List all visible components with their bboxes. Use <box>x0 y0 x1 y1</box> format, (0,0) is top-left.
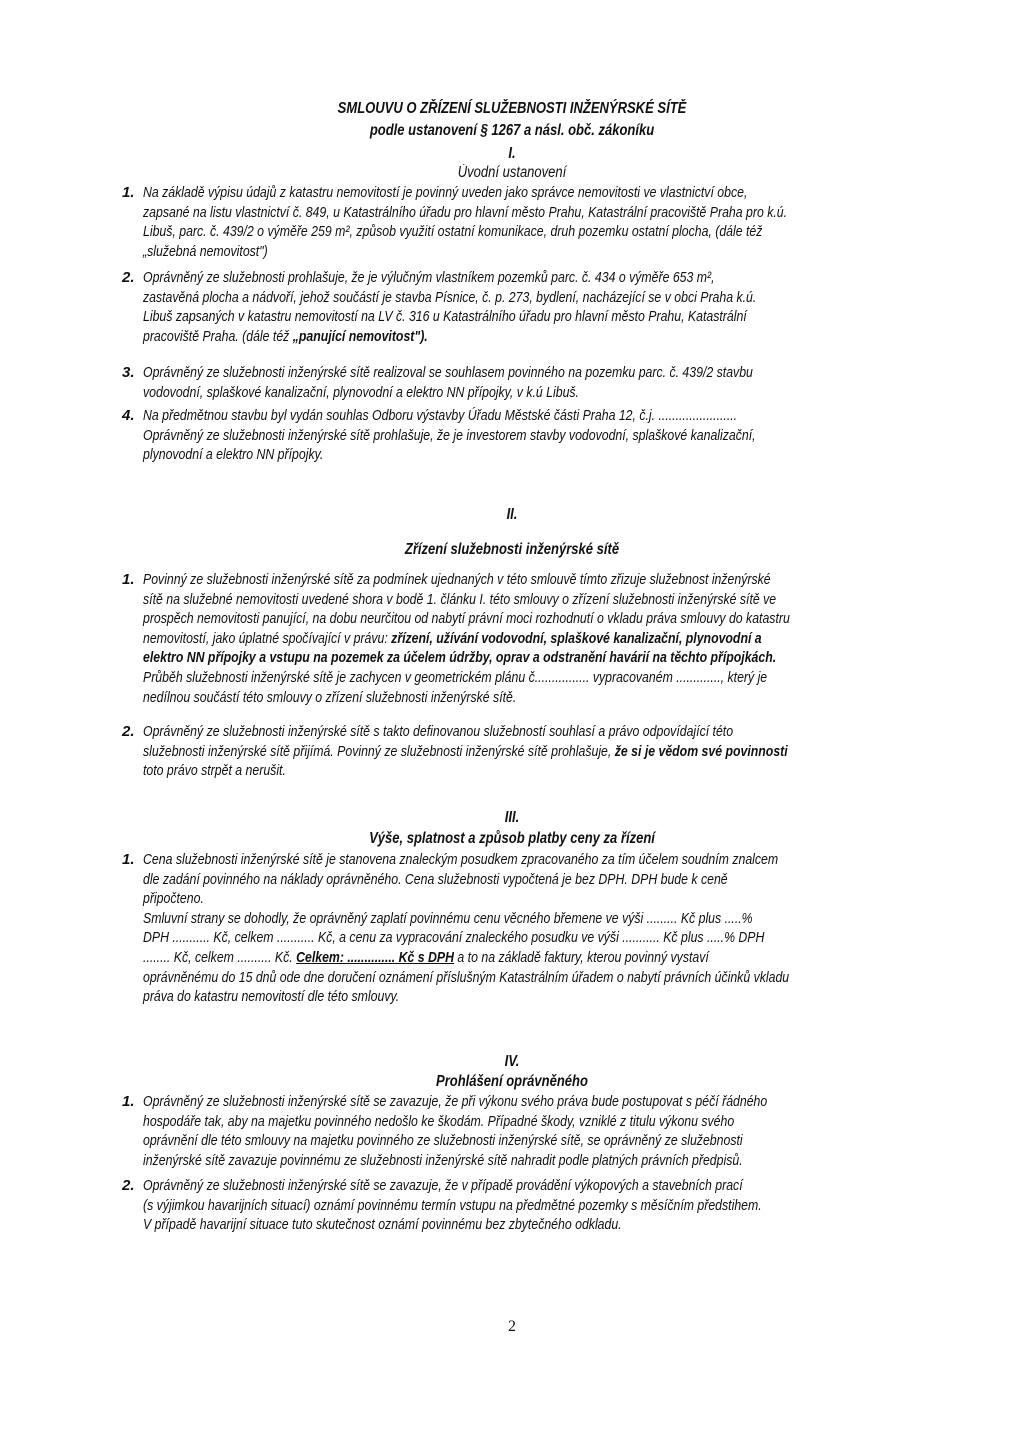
s1-p2-line: Libuš zapsaných v katastru nemovitostí na LV č. 316 u Katastrálního úřadu pro hlavní město Prahu, Katastrální <box>143 308 747 326</box>
s3-p1-line: a to na základě faktury, kterou povinný vystaví <box>454 948 709 966</box>
s4-p1-line: Oprávněný ze služebnosti inženýrské sítě se zavazuje, že při výkonu svého práva bude postupovat s péčí řádného <box>143 1093 768 1110</box>
s2-p2-line: Oprávněný ze služebnosti inženýrské sítě s takto definovanou služebností souhlasí a právo odpovídající této <box>143 723 734 740</box>
s1-p2-line: Oprávněný ze služebnosti prohlašuje, že je výlučným vlastníkem pozemků parc. č. 434 o výměře 653 m², <box>143 269 715 286</box>
s2-p1-bold-term: zřízení, užívání vodovodní, splaškové kanalizační, plynovodní a <box>391 629 762 647</box>
s2-p1-bold-term: elektro NN přípojky a vstupu na pozemek za účelem údržby, oprav a odstranění havárií na těchto přípojkách. <box>143 649 777 667</box>
page-number: 2 <box>508 1318 516 1335</box>
document-subtitle: podle ustanovení § 1267 a násl. obč. zákoníku <box>369 122 655 139</box>
s1-p1-line: „služebná nemovitost") <box>143 242 268 260</box>
s2-p2-text <box>143 722 788 781</box>
s1-p1-number: 1. <box>122 184 135 201</box>
section-3-number: III. <box>504 809 520 826</box>
s1-p2-text <box>143 268 756 346</box>
s1-p3-line: vodovodní, splaškové kanalizační, plynovodní a elektro NN přípojky, v k.ú Libuš. <box>143 383 579 401</box>
s3-p1-line: dle zadání povinného na náklady oprávněného. Cena služebnosti vypočtená je bez DPH. DPH bude k ceně <box>143 870 728 888</box>
section-4-heading: Prohlášení oprávněného <box>436 1073 588 1090</box>
s3-p1-line: DPH ........... Kč, celkem ........... Kč, a cenu za vypracování znaleckého posudku ve výši ........... Kč plus .....% DPH <box>143 929 765 947</box>
s1-p2-line: pracoviště Praha. (dále též <box>143 327 293 345</box>
section-2-number: II. <box>506 506 518 523</box>
s2-p1-text <box>143 570 790 707</box>
s1-p3-line: Oprávněný ze služebnosti inženýrské sítě realizoval se souhlasem povinného na pozemku parc. č. 439/2 stavbu <box>143 364 753 381</box>
s4-p1-number: 1. <box>122 1093 135 1110</box>
s4-p2-line: V případě havarijní situace tuto skutečnost oznámí povinnému bez zbytečného odkladu. <box>143 1216 622 1234</box>
s3-p1-line: Cena služebnosti inženýrské sítě je stanovena znaleckým posudkem zpracovaného za tím účelem soudním znalcem <box>143 851 779 868</box>
s2-p2-line: služebnosti inženýrské sítě přijímá. Povinný ze služebnosti inženýrské sítě prohlašuje, <box>143 742 615 760</box>
s1-p4-line: Oprávněný ze služebnosti inženýrské sítě prohlašuje, že je investorem stavby vodovodní, splaškové kanalizační, <box>143 426 756 444</box>
s4-p1-line: hospodáře tak, aby na majetku povinného nedošlo ke škodám. Případné škody, vzniklé z titulu výkonu svého <box>143 1112 735 1130</box>
s3-p1-number: 1. <box>122 851 135 868</box>
s3-p1-line: práva do katastru nemovitostí dle této smlouvy. <box>143 988 400 1006</box>
s4-p1-text <box>143 1092 767 1170</box>
s4-p1-line: oprávnění dle této smlouvy na majetku povinného ze služebnosti inženýrské sítě, se oprávněný ze služebnosti <box>143 1132 743 1150</box>
s2-p1-line: Povinný ze služebnosti inženýrské sítě za podmínek ujednaných v této smlouvě tímto zřizuje služebnost inženýrské <box>143 571 771 588</box>
s2-p2-line: toto právo strpět a nerušit. <box>143 762 286 780</box>
s3-p1-line: Smluvní strany se dohodly, že oprávněný zaplatí povinnému cenu věcného břemene ve výši ......... Kč plus .....% <box>143 909 753 927</box>
s4-p2-number: 2. <box>122 1177 135 1194</box>
s3-p1-line: ........ Kč, celkem .......... Kč. <box>143 948 297 966</box>
s1-p4-line: plynovodní a elektro NN přípojky. <box>143 446 324 464</box>
section-4-number: IV. <box>504 1053 520 1070</box>
s1-p1-line: Na základě výpisu údajů z katastru nemovitostí je povinný uveden jako správce nemovitosti ve vlastnictví obce, <box>143 184 748 201</box>
s4-p2-text <box>143 1176 762 1235</box>
s4-p2-line: (s výjimkou havarijních situací) oznámí povinnému termín vstupu na předmětné pozemky s měsíčním předstihem. <box>143 1196 762 1214</box>
s1-p4-text <box>143 406 756 465</box>
s2-p1-line: nemovitostí, jako úplatné spočívající v právu: <box>143 629 392 647</box>
s2-p1-line: nedílnou součástí této smlouvy o zřízení služebnosti inženýrské sítě. <box>143 688 517 706</box>
s2-p1-number: 1. <box>122 571 135 588</box>
s1-p3-number: 3. <box>122 364 135 381</box>
s3-p1-total-underlined: Celkem: .............. Kč s DPH <box>296 948 455 966</box>
s2-p2-bold-term: že si je vědom své povinnosti <box>614 742 788 760</box>
s3-p1-text <box>143 850 789 1007</box>
s1-p1-text <box>143 183 787 261</box>
s3-p1-line: oprávněnému do 15 dnů ode dne doručení oznámení příslušným Katastrálním úřadem o nabytí právních účinků vkladu <box>143 968 790 986</box>
s2-p1-line: Průběh služebnosti inženýrské sítě je zachycen v geometrickém plánu č................ vypracovaném ............., který je <box>143 668 768 686</box>
s1-p3-text <box>143 363 753 402</box>
s1-p1-line: Libuš, parc. č. 439/2 o výměře 259 m², způsob využití ostatní komunikace, druh pozemku ostatní plocha, (dále též <box>143 223 763 241</box>
s2-p1-line: prospěch nemovitosti panující, na dobu neurčitou od nabytí právní moci rozhodnutí o vkladu práva smlouvy do katastru <box>143 610 790 628</box>
s1-p2-line: zastavěná plocha a nádvoří, jehož součástí je stavba Písnice, č. p. 273, bydlení, nacházející se v obci Praha k.ú. <box>143 288 757 306</box>
document-title: SMLOUVU O ZŘÍZENÍ SLUŽEBNOSTI INŽENÝRSKÉ SÍTĚ <box>337 100 687 117</box>
section-3-heading: Výše, splatnost a způsob platby ceny za řízení <box>369 830 655 847</box>
s1-p1-line: zapsané na listu vlastnictví č. 849, u Katastrálního úřadu pro hlavní město Prahu, Katastrální pracoviště Praha pro k.ú. <box>143 203 788 221</box>
s1-p2-number: 2. <box>122 269 135 286</box>
s1-p4-line: Na předmětnou stavbu byl vydán souhlas Odboru výstavby Úřadu Městské části Praha 12, č.j. ....................... <box>143 407 738 424</box>
s4-p2-line: Oprávněný ze služebnosti inženýrské sítě se zavazuje, že v případě provádění výkopových a stavebních prací <box>143 1177 743 1194</box>
section-1-number: I. <box>508 145 516 162</box>
s1-p2-bold-term: „panující nemovitost"). <box>292 327 428 345</box>
s1-p4-number: 4. <box>122 407 135 424</box>
s4-p1-line: inženýrské sítě zavazuje povinnému ze služebnosti inženýrské sítě nahradit podle platných právních předpisů. <box>143 1151 743 1169</box>
s2-p2-number: 2. <box>122 723 135 740</box>
section-1-heading: Úvodní ustanovení <box>457 164 567 181</box>
section-2-heading: Zřízení služebnosti inženýrské sítě <box>404 541 620 558</box>
s3-p1-line: připočteno. <box>143 890 204 908</box>
s2-p1-line: sítě na služebné nemovitosti uvedené shora v bodě 1. článku I. této smlouvy o zřízení služebnosti inženýrské sítě ve <box>143 590 777 608</box>
